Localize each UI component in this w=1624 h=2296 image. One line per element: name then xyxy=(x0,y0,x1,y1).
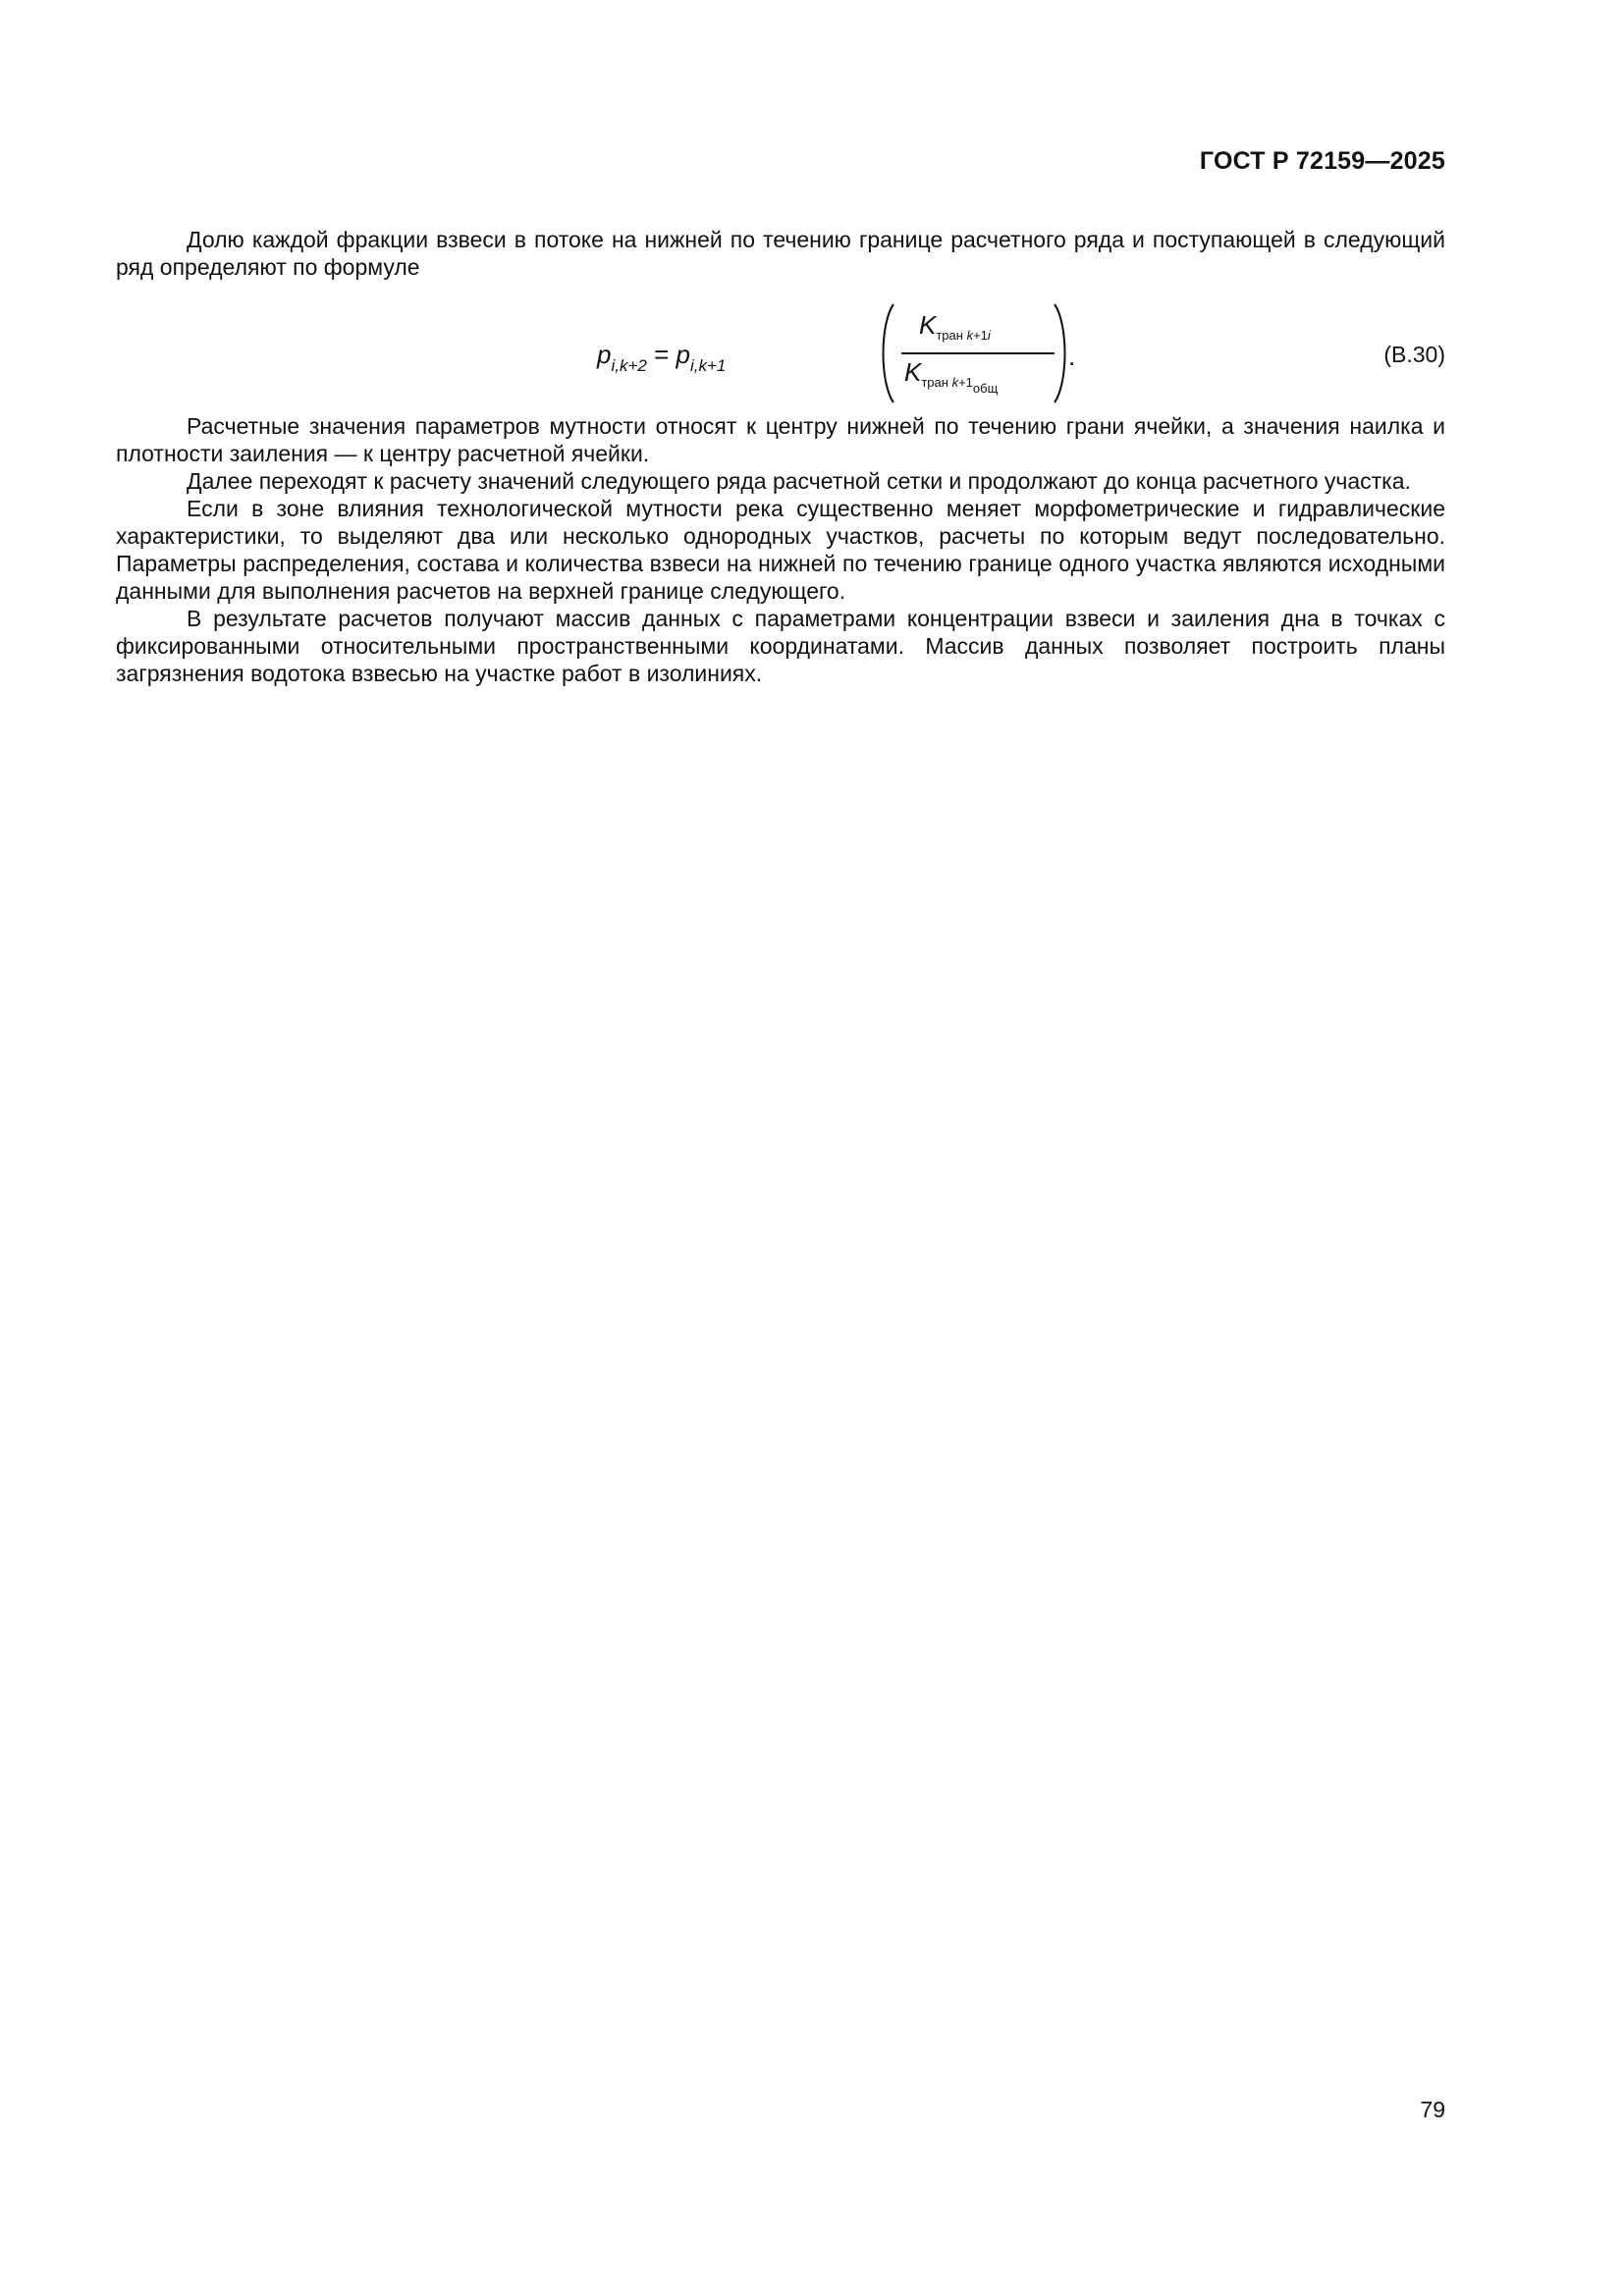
den-var: K xyxy=(904,357,922,387)
den-sub-text: тран xyxy=(921,375,952,390)
formula-b30 xyxy=(597,302,1088,404)
body-paragraph: В результате расчетов получают массив данных с параметрами концентрации взвеси и заиления дна в точках с фиксированными относительными пространственными координатами. Массив данных позволяет построить планы загрязнения водотока взвесью на участке работ в изолиниях. xyxy=(116,606,1445,686)
num-sub-i: i xyxy=(987,328,991,343)
num-sub-text: тран xyxy=(936,328,967,343)
den-sub-sub: общ xyxy=(972,381,999,396)
body-paragraph: Далее переходят к расчету значений следующего ряда расчетной сетки и продолжают до конца расчетного участка. xyxy=(187,468,1411,494)
fraction-numerator xyxy=(919,310,991,341)
formula-lhs xyxy=(597,340,727,375)
num-sub xyxy=(936,328,990,343)
left-paren-icon xyxy=(876,302,897,404)
formula-row xyxy=(116,302,1445,404)
body-paragraph: Если в зоне влияния технологической мутности река существенно меняет морфометрические и гидравлические характеристики, то выделяют два или несколько однородных участков, расчеты по которым ведут последовательно. Параметры распределения, состава и количества взвеси на нижней по течению границе одного участка являются исходными данными для выполнения расчетов на верхней границе следующего. xyxy=(116,496,1445,604)
rhs-sub: i,k+1 xyxy=(689,356,727,375)
den-sub xyxy=(921,375,999,396)
body-block xyxy=(116,412,1445,687)
den-sub-rest: +1 xyxy=(958,375,973,390)
page-number: 79 xyxy=(1420,2097,1445,2122)
num-var: K xyxy=(919,310,937,340)
fraction-denominator xyxy=(904,357,999,396)
num-sub-rest: +1 xyxy=(973,328,988,343)
rhs-var: p xyxy=(676,340,690,369)
den-sub-k: k xyxy=(951,375,959,390)
lhs-var: p xyxy=(597,340,612,369)
intro-block xyxy=(116,226,1445,281)
num-sub-k: k xyxy=(966,328,974,343)
formula-end-dot: . xyxy=(1068,342,1076,371)
intro-paragraph: Долю каждой фракции взвеси в потоке на нижней по течению границе расчетного ряда и поступающей в следующий ряд определяют по формуле xyxy=(116,227,1445,280)
lhs-sub: i,k+2 xyxy=(611,356,647,375)
equals-sign: = xyxy=(646,340,677,369)
body-paragraph: Расчетные значения параметров мутности относят к центру нижней по течению грани ячейки, а значения наилка и плотности заиления — к центру расчетной ячейки. xyxy=(116,413,1445,466)
standard-code-header: ГОСТ Р 72159—2025 xyxy=(1199,147,1445,175)
equation-number: (В.30) xyxy=(1383,342,1445,367)
fraction-bar xyxy=(901,352,1055,354)
